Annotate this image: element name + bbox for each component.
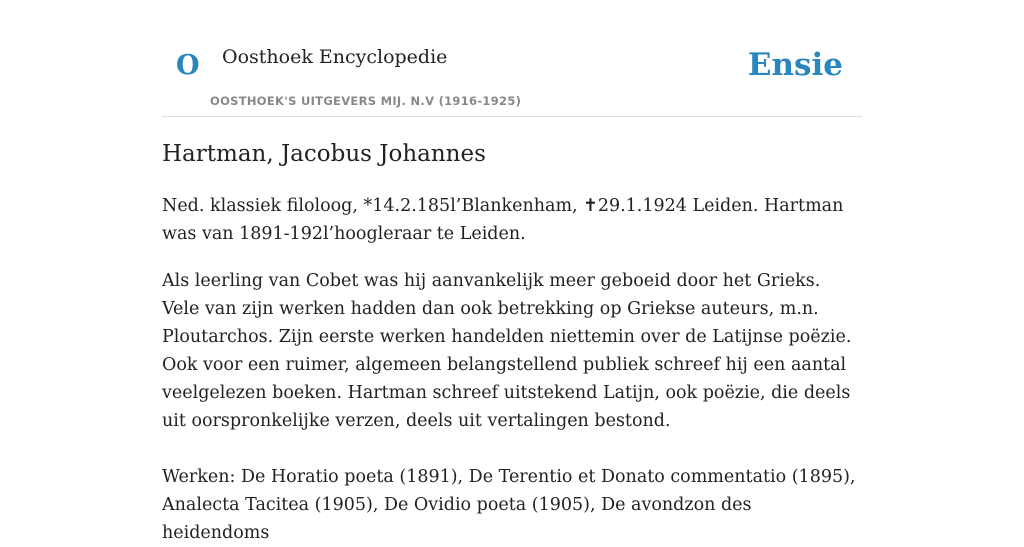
article-content (162, 138, 862, 547)
encyclopedia-logo[interactable]: O (176, 50, 200, 81)
article-paragraph: Werken: De Horatio poeta (1891), De Terentio et Donato commentatio (1895), Analecta Tacitea (1905), De Ovidio poeta (1905), De avondzon des heidendoms (162, 467, 856, 543)
article-paragraph: Als leerling van Cobet was hij aanvankelijk meer geboeid door het Grieks. Vele van zijn werken hadden dan ook betrekking op Griekse auteurs, m.n. Ploutarchos. Zijn eerste werken handelden niettemin over de Latijnse poëzie. Ook voor een ruimer, algemeen belangstellend publiek schreef hij een aantal veelgelezen boeken. Hartman schreef uitstekend Latijn, ook poëzie, die deels uit oorspronkelijke verzen, deels uit vertalingen bestond. (162, 271, 852, 431)
ensie-logo-link[interactable]: Ensie (747, 47, 843, 83)
site-header (162, 0, 862, 117)
publisher-label: OOSTHOEK'S UITGEVERS MIJ. N.V (1916-1925) (210, 94, 522, 108)
encyclopedia-title[interactable]: Oosthoek Encyclopedie (222, 46, 448, 68)
article-paragraph: Ned. klassiek filoloog, *14.2.185l’Blankenham, ✝29.1.1924 Leiden. Hartman was van 1891-192l’hoogleraar te Leiden. (162, 196, 844, 244)
article-title: Hartman, Jacobus Johannes (162, 141, 486, 167)
